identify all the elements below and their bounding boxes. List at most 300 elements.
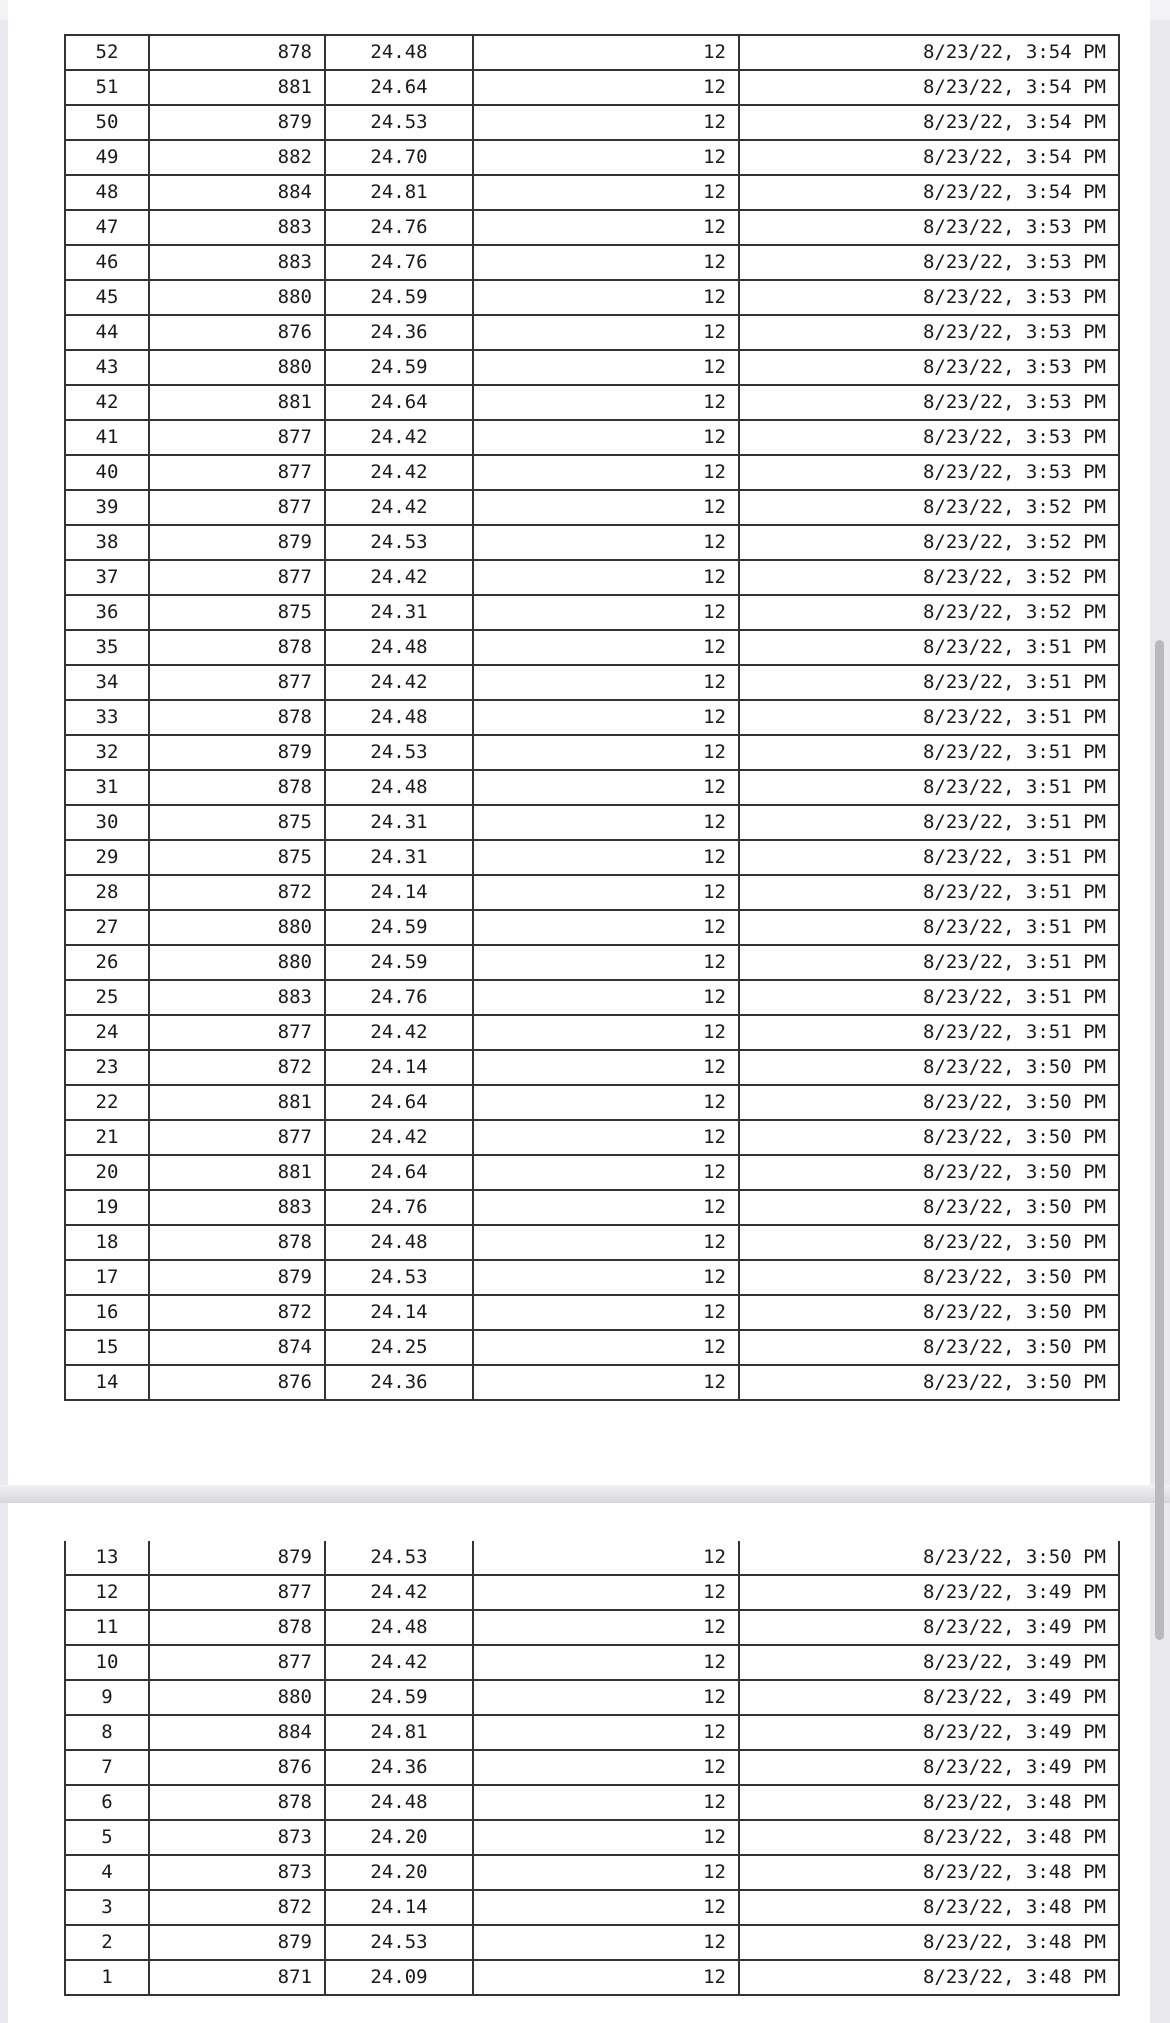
table-row — [65, 945, 1119, 980]
reading-cell: 24.76 — [325, 245, 473, 280]
raw-value-cell: 876 — [149, 1750, 325, 1785]
channel-cell: 12 — [473, 840, 739, 875]
row-index-cell: 40 — [65, 455, 149, 490]
timestamp-cell: 8/23/22, 3:50 PM — [739, 1155, 1119, 1190]
timestamp-cell: 8/23/22, 3:48 PM — [739, 1925, 1119, 1960]
row-index-cell: 47 — [65, 210, 149, 245]
row-index-cell: 15 — [65, 1330, 149, 1365]
raw-value-cell: 878 — [149, 1225, 325, 1260]
raw-value-cell: 873 — [149, 1820, 325, 1855]
channel-cell: 12 — [473, 1890, 739, 1925]
raw-value-cell: 878 — [149, 700, 325, 735]
reading-cell: 24.42 — [325, 455, 473, 490]
row-index-cell: 12 — [65, 1575, 149, 1610]
raw-value-cell: 875 — [149, 595, 325, 630]
table-row — [65, 1680, 1119, 1715]
channel-cell: 12 — [473, 1330, 739, 1365]
row-index-cell: 17 — [65, 1260, 149, 1295]
timestamp-cell: 8/23/22, 3:53 PM — [739, 245, 1119, 280]
table-row — [65, 665, 1119, 700]
timestamp-cell: 8/23/22, 3:48 PM — [739, 1890, 1119, 1925]
reading-cell: 24.48 — [325, 1225, 473, 1260]
row-index-cell: 1 — [65, 1960, 149, 1995]
table-row — [65, 455, 1119, 490]
timestamp-cell: 8/23/22, 3:48 PM — [739, 1855, 1119, 1890]
timestamp-cell: 8/23/22, 3:51 PM — [739, 875, 1119, 910]
row-index-cell: 32 — [65, 735, 149, 770]
timestamp-cell: 8/23/22, 3:48 PM — [739, 1785, 1119, 1820]
reading-cell: 24.36 — [325, 315, 473, 350]
row-index-cell: 4 — [65, 1855, 149, 1890]
row-index-cell: 5 — [65, 1820, 149, 1855]
row-index-cell: 2 — [65, 1925, 149, 1960]
channel-cell: 12 — [473, 945, 739, 980]
row-index-cell: 21 — [65, 1120, 149, 1155]
reading-cell: 24.64 — [325, 1085, 473, 1120]
reading-cell: 24.31 — [325, 595, 473, 630]
reading-cell: 24.59 — [325, 910, 473, 945]
reading-cell: 24.25 — [325, 1330, 473, 1365]
channel-cell: 12 — [473, 1715, 739, 1750]
timestamp-cell: 8/23/22, 3:52 PM — [739, 525, 1119, 560]
reading-cell: 24.14 — [325, 1890, 473, 1925]
raw-value-cell: 880 — [149, 350, 325, 385]
row-index-cell: 3 — [65, 1890, 149, 1925]
timestamp-cell: 8/23/22, 3:54 PM — [739, 70, 1119, 105]
row-index-cell: 22 — [65, 1085, 149, 1120]
row-index-cell: 43 — [65, 350, 149, 385]
table-row — [65, 1960, 1119, 1995]
timestamp-cell: 8/23/22, 3:53 PM — [739, 385, 1119, 420]
table-row — [65, 1120, 1119, 1155]
channel-cell: 12 — [473, 665, 739, 700]
timestamp-cell: 8/23/22, 3:50 PM — [739, 1225, 1119, 1260]
timestamp-cell: 8/23/22, 3:49 PM — [739, 1575, 1119, 1610]
raw-value-cell: 877 — [149, 1575, 325, 1610]
channel-cell: 12 — [473, 1015, 739, 1050]
row-index-cell: 49 — [65, 140, 149, 175]
reading-cell: 24.42 — [325, 1015, 473, 1050]
channel-cell: 12 — [473, 385, 739, 420]
reading-cell: 24.48 — [325, 770, 473, 805]
table-row — [65, 385, 1119, 420]
raw-value-cell: 876 — [149, 1365, 325, 1400]
channel-cell: 12 — [473, 1645, 739, 1680]
table-row — [65, 980, 1119, 1015]
raw-value-cell: 880 — [149, 1680, 325, 1715]
reading-cell: 24.76 — [325, 1190, 473, 1225]
reading-cell: 24.48 — [325, 630, 473, 665]
table-row — [65, 280, 1119, 315]
channel-cell: 12 — [473, 560, 739, 595]
raw-value-cell: 877 — [149, 560, 325, 595]
row-index-cell: 19 — [65, 1190, 149, 1225]
row-index-cell: 46 — [65, 245, 149, 280]
row-index-cell: 20 — [65, 1155, 149, 1190]
timestamp-cell: 8/23/22, 3:51 PM — [739, 630, 1119, 665]
row-index-cell: 6 — [65, 1785, 149, 1820]
row-index-cell: 48 — [65, 175, 149, 210]
channel-cell: 12 — [473, 1925, 739, 1960]
raw-value-cell: 872 — [149, 1890, 325, 1925]
table-row — [65, 1295, 1119, 1330]
timestamp-cell: 8/23/22, 3:54 PM — [739, 140, 1119, 175]
reading-cell: 24.14 — [325, 1295, 473, 1330]
raw-value-cell: 879 — [149, 525, 325, 560]
raw-value-cell: 878 — [149, 770, 325, 805]
timestamp-cell: 8/23/22, 3:49 PM — [739, 1680, 1119, 1715]
channel-cell: 12 — [473, 805, 739, 840]
timestamp-cell: 8/23/22, 3:50 PM — [739, 1085, 1119, 1120]
raw-value-cell: 872 — [149, 875, 325, 910]
reading-cell: 24.59 — [325, 945, 473, 980]
row-index-cell: 10 — [65, 1645, 149, 1680]
row-index-cell: 34 — [65, 665, 149, 700]
reading-cell: 24.20 — [325, 1820, 473, 1855]
row-index-cell: 51 — [65, 70, 149, 105]
table-row — [65, 875, 1119, 910]
reading-cell: 24.64 — [325, 70, 473, 105]
row-index-cell: 11 — [65, 1610, 149, 1645]
raw-value-cell: 881 — [149, 1085, 325, 1120]
table-row — [65, 700, 1119, 735]
raw-value-cell: 879 — [149, 1541, 325, 1575]
timestamp-cell: 8/23/22, 3:51 PM — [739, 840, 1119, 875]
table-row — [65, 1750, 1119, 1785]
channel-cell: 12 — [473, 1050, 739, 1085]
raw-value-cell: 883 — [149, 245, 325, 280]
raw-value-cell: 873 — [149, 1855, 325, 1890]
channel-cell: 12 — [473, 1295, 739, 1330]
table-row — [65, 1820, 1119, 1855]
channel-cell: 12 — [473, 525, 739, 560]
reading-cell: 24.53 — [325, 1541, 473, 1575]
table-row — [65, 525, 1119, 560]
row-index-cell: 33 — [65, 700, 149, 735]
table-row — [65, 210, 1119, 245]
channel-cell: 12 — [473, 1225, 739, 1260]
timestamp-cell: 8/23/22, 3:48 PM — [739, 1960, 1119, 1995]
timestamp-cell: 8/23/22, 3:51 PM — [739, 770, 1119, 805]
channel-cell: 12 — [473, 1260, 739, 1295]
reading-cell: 24.42 — [325, 1120, 473, 1155]
reading-cell: 24.48 — [325, 1610, 473, 1645]
channel-cell: 12 — [473, 1541, 739, 1575]
raw-value-cell: 878 — [149, 630, 325, 665]
row-index-cell: 35 — [65, 630, 149, 665]
reading-cell: 24.81 — [325, 175, 473, 210]
raw-value-cell: 877 — [149, 1015, 325, 1050]
raw-value-cell: 872 — [149, 1295, 325, 1330]
reading-cell: 24.53 — [325, 525, 473, 560]
table-row — [65, 805, 1119, 840]
row-index-cell: 36 — [65, 595, 149, 630]
raw-value-cell: 879 — [149, 105, 325, 140]
raw-value-cell: 884 — [149, 175, 325, 210]
reading-cell: 24.14 — [325, 875, 473, 910]
table-row — [65, 1925, 1119, 1960]
channel-cell: 12 — [473, 1855, 739, 1890]
reading-cell: 24.81 — [325, 1715, 473, 1750]
reading-cell: 24.64 — [325, 385, 473, 420]
raw-value-cell: 883 — [149, 980, 325, 1015]
channel-cell: 12 — [473, 70, 739, 105]
channel-cell: 12 — [473, 595, 739, 630]
channel-cell: 12 — [473, 1365, 739, 1400]
timestamp-cell: 8/23/22, 3:48 PM — [739, 1820, 1119, 1855]
reading-cell: 24.53 — [325, 1260, 473, 1295]
raw-value-cell: 877 — [149, 1645, 325, 1680]
row-index-cell: 45 — [65, 280, 149, 315]
timestamp-cell: 8/23/22, 3:53 PM — [739, 315, 1119, 350]
reading-cell: 24.64 — [325, 1155, 473, 1190]
table-row — [65, 840, 1119, 875]
channel-cell: 12 — [473, 1155, 739, 1190]
table-row — [65, 140, 1119, 175]
channel-cell: 12 — [473, 1680, 739, 1715]
raw-value-cell: 877 — [149, 420, 325, 455]
timestamp-cell: 8/23/22, 3:54 PM — [739, 105, 1119, 140]
raw-value-cell: 877 — [149, 455, 325, 490]
timestamp-cell: 8/23/22, 3:50 PM — [739, 1541, 1119, 1575]
reading-cell: 24.42 — [325, 490, 473, 525]
reading-cell: 24.36 — [325, 1365, 473, 1400]
table-row — [65, 770, 1119, 805]
table-row — [65, 1050, 1119, 1085]
channel-cell: 12 — [473, 420, 739, 455]
channel-cell: 12 — [473, 735, 739, 770]
table-row — [65, 1225, 1119, 1260]
reading-cell: 24.70 — [325, 140, 473, 175]
raw-value-cell: 880 — [149, 910, 325, 945]
channel-cell: 12 — [473, 1190, 739, 1225]
raw-value-cell: 878 — [149, 35, 325, 70]
channel-cell: 12 — [473, 875, 739, 910]
reading-cell: 24.42 — [325, 665, 473, 700]
reading-cell: 24.59 — [325, 350, 473, 385]
table-row — [65, 70, 1119, 105]
row-index-cell: 14 — [65, 1365, 149, 1400]
row-index-cell: 25 — [65, 980, 149, 1015]
row-index-cell: 18 — [65, 1225, 149, 1260]
reading-cell: 24.31 — [325, 805, 473, 840]
raw-value-cell: 877 — [149, 1120, 325, 1155]
raw-value-cell: 884 — [149, 1715, 325, 1750]
timestamp-cell: 8/23/22, 3:50 PM — [739, 1295, 1119, 1330]
table-row — [65, 420, 1119, 455]
raw-value-cell: 876 — [149, 315, 325, 350]
channel-cell: 12 — [473, 770, 739, 805]
row-index-cell: 13 — [65, 1541, 149, 1575]
row-index-cell: 26 — [65, 945, 149, 980]
timestamp-cell: 8/23/22, 3:49 PM — [739, 1715, 1119, 1750]
reading-cell: 24.53 — [325, 735, 473, 770]
reading-cell: 24.14 — [325, 1050, 473, 1085]
table-row — [65, 490, 1119, 525]
channel-cell: 12 — [473, 140, 739, 175]
timestamp-cell: 8/23/22, 3:50 PM — [739, 1260, 1119, 1295]
raw-value-cell: 872 — [149, 1050, 325, 1085]
reading-cell: 24.76 — [325, 980, 473, 1015]
table-row — [65, 1015, 1119, 1050]
channel-cell: 12 — [473, 1120, 739, 1155]
row-index-cell: 30 — [65, 805, 149, 840]
reading-cell: 24.42 — [325, 1645, 473, 1680]
data-table-part-1 — [64, 34, 1120, 1401]
row-index-cell: 31 — [65, 770, 149, 805]
row-index-cell: 42 — [65, 385, 149, 420]
timestamp-cell: 8/23/22, 3:52 PM — [739, 595, 1119, 630]
channel-cell: 12 — [473, 630, 739, 665]
timestamp-cell: 8/23/22, 3:51 PM — [739, 910, 1119, 945]
channel-cell: 12 — [473, 980, 739, 1015]
reading-cell: 24.48 — [325, 700, 473, 735]
channel-cell: 12 — [473, 1820, 739, 1855]
timestamp-cell: 8/23/22, 3:53 PM — [739, 455, 1119, 490]
timestamp-cell: 8/23/22, 3:52 PM — [739, 490, 1119, 525]
raw-value-cell: 871 — [149, 1960, 325, 1995]
table-row — [65, 315, 1119, 350]
row-index-cell: 38 — [65, 525, 149, 560]
timestamp-cell: 8/23/22, 3:54 PM — [739, 35, 1119, 70]
row-index-cell: 27 — [65, 910, 149, 945]
channel-cell: 12 — [473, 910, 739, 945]
channel-cell: 12 — [473, 350, 739, 385]
table-row — [65, 630, 1119, 665]
row-index-cell: 28 — [65, 875, 149, 910]
table-row — [65, 735, 1119, 770]
timestamp-cell: 8/23/22, 3:50 PM — [739, 1330, 1119, 1365]
channel-cell: 12 — [473, 175, 739, 210]
table-row — [65, 1610, 1119, 1645]
channel-cell: 12 — [473, 280, 739, 315]
raw-value-cell: 881 — [149, 1155, 325, 1190]
timestamp-cell: 8/23/22, 3:53 PM — [739, 420, 1119, 455]
channel-cell: 12 — [473, 1750, 739, 1785]
table-row — [65, 560, 1119, 595]
timestamp-cell: 8/23/22, 3:49 PM — [739, 1645, 1119, 1680]
table-row — [65, 245, 1119, 280]
table-row — [65, 35, 1119, 70]
timestamp-cell: 8/23/22, 3:51 PM — [739, 980, 1119, 1015]
channel-cell: 12 — [473, 315, 739, 350]
raw-value-cell: 882 — [149, 140, 325, 175]
row-index-cell: 7 — [65, 1750, 149, 1785]
timestamp-cell: 8/23/22, 3:53 PM — [739, 350, 1119, 385]
row-index-cell: 37 — [65, 560, 149, 595]
document-page-2 — [8, 1503, 1150, 2023]
timestamp-cell: 8/23/22, 3:51 PM — [739, 1015, 1119, 1050]
reading-cell: 24.42 — [325, 420, 473, 455]
row-index-cell: 24 — [65, 1015, 149, 1050]
reading-cell: 24.59 — [325, 1680, 473, 1715]
reading-cell: 24.20 — [325, 1855, 473, 1890]
raw-value-cell: 880 — [149, 945, 325, 980]
row-index-cell: 39 — [65, 490, 149, 525]
row-index-cell: 52 — [65, 35, 149, 70]
channel-cell: 12 — [473, 105, 739, 140]
row-index-cell: 50 — [65, 105, 149, 140]
raw-value-cell: 877 — [149, 665, 325, 700]
table-row — [65, 595, 1119, 630]
channel-cell: 12 — [473, 700, 739, 735]
timestamp-cell: 8/23/22, 3:51 PM — [739, 735, 1119, 770]
channel-cell: 12 — [473, 210, 739, 245]
row-index-cell: 16 — [65, 1295, 149, 1330]
raw-value-cell: 879 — [149, 735, 325, 770]
timestamp-cell: 8/23/22, 3:53 PM — [739, 280, 1119, 315]
row-index-cell: 29 — [65, 840, 149, 875]
timestamp-cell: 8/23/22, 3:50 PM — [739, 1190, 1119, 1225]
reading-cell: 24.48 — [325, 35, 473, 70]
channel-cell: 12 — [473, 1960, 739, 1995]
raw-value-cell: 874 — [149, 1330, 325, 1365]
table-row — [65, 1575, 1119, 1610]
table-row — [65, 105, 1119, 140]
timestamp-cell: 8/23/22, 3:52 PM — [739, 560, 1119, 595]
table-row — [65, 1260, 1119, 1295]
timestamp-cell: 8/23/22, 3:51 PM — [739, 945, 1119, 980]
timestamp-cell: 8/23/22, 3:49 PM — [739, 1750, 1119, 1785]
vertical-scrollbar[interactable] — [1155, 640, 1164, 1640]
raw-value-cell: 880 — [149, 280, 325, 315]
channel-cell: 12 — [473, 245, 739, 280]
page-separator — [0, 1485, 1170, 1503]
reading-cell: 24.59 — [325, 280, 473, 315]
channel-cell: 12 — [473, 1785, 739, 1820]
raw-value-cell: 881 — [149, 385, 325, 420]
table-row — [65, 1785, 1119, 1820]
raw-value-cell: 879 — [149, 1260, 325, 1295]
table-row — [65, 1645, 1119, 1680]
reading-cell: 24.36 — [325, 1750, 473, 1785]
timestamp-cell: 8/23/22, 3:50 PM — [739, 1120, 1119, 1155]
table-row — [65, 1715, 1119, 1750]
timestamp-cell: 8/23/22, 3:51 PM — [739, 805, 1119, 840]
timestamp-cell: 8/23/22, 3:50 PM — [739, 1050, 1119, 1085]
timestamp-cell: 8/23/22, 3:50 PM — [739, 1365, 1119, 1400]
channel-cell: 12 — [473, 35, 739, 70]
row-index-cell: 23 — [65, 1050, 149, 1085]
reading-cell: 24.31 — [325, 840, 473, 875]
table-row — [65, 1085, 1119, 1120]
row-index-cell: 9 — [65, 1680, 149, 1715]
table-row — [65, 1330, 1119, 1365]
raw-value-cell: 883 — [149, 210, 325, 245]
timestamp-cell: 8/23/22, 3:51 PM — [739, 700, 1119, 735]
reading-cell: 24.09 — [325, 1960, 473, 1995]
raw-value-cell: 878 — [149, 1785, 325, 1820]
reading-cell: 24.42 — [325, 1575, 473, 1610]
channel-cell: 12 — [473, 1085, 739, 1120]
raw-value-cell: 883 — [149, 1190, 325, 1225]
reading-cell: 24.76 — [325, 210, 473, 245]
timestamp-cell: 8/23/22, 3:49 PM — [739, 1610, 1119, 1645]
raw-value-cell: 878 — [149, 1610, 325, 1645]
channel-cell: 12 — [473, 1610, 739, 1645]
raw-value-cell: 877 — [149, 490, 325, 525]
table-row — [65, 1855, 1119, 1890]
reading-cell: 24.53 — [325, 1925, 473, 1960]
timestamp-cell: 8/23/22, 3:51 PM — [739, 665, 1119, 700]
channel-cell: 12 — [473, 490, 739, 525]
reading-cell: 24.53 — [325, 105, 473, 140]
document-page-1 — [8, 0, 1150, 1485]
table-row — [65, 1155, 1119, 1190]
reading-cell: 24.48 — [325, 1785, 473, 1820]
table-row — [65, 910, 1119, 945]
raw-value-cell: 881 — [149, 70, 325, 105]
